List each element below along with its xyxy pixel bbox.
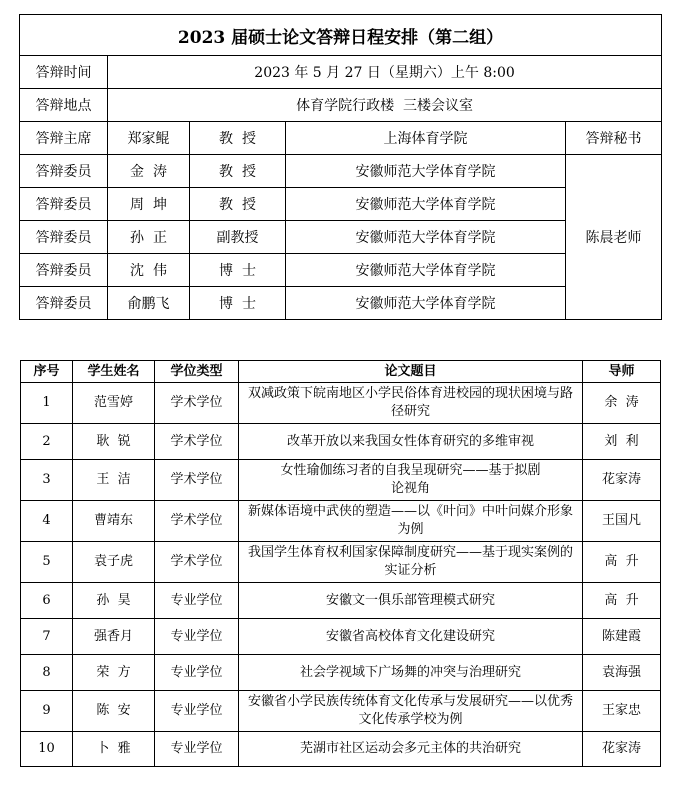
- committee-unit: 上海体育学院: [286, 122, 566, 155]
- thesis-title: 我国学生体育权利国家保障制度研究——基于现实案例的实证分析: [247, 545, 573, 578]
- thesis-title: 双减政策下皖南地区小学民俗体育进校园的现状困境与路径研究: [247, 386, 573, 419]
- row-degree: 学术学位: [155, 501, 239, 542]
- thesis-title: 新媒体语境中武侠的塑造——以《叶问》中叶问媒介形象为例: [247, 504, 573, 537]
- header-advisor: 导师: [583, 361, 661, 383]
- committee-name: 郑家鲲: [108, 122, 190, 155]
- place-label: 答辩地点: [20, 89, 108, 122]
- row-advisor: 高 升: [583, 542, 661, 583]
- row-thesis: [239, 424, 583, 460]
- row-name: 荣 方: [73, 655, 155, 691]
- committee-title: 教 授: [190, 188, 286, 221]
- committee-unit: 安徽师范大学体育学院: [286, 188, 566, 221]
- secretary-label: 答辩秘书: [566, 122, 662, 155]
- committee-role: 答辩委员: [20, 155, 108, 188]
- table-row: [21, 542, 661, 583]
- time-value: 2023 年 5 月 27 日（星期六）上午 8:00: [108, 56, 662, 89]
- committee-unit: 安徽师范大学体育学院: [286, 287, 566, 320]
- row-no: 2: [21, 424, 73, 460]
- row-advisor: 袁海强: [583, 655, 661, 691]
- row-degree: 学术学位: [155, 460, 239, 501]
- schedule-title: 2023 届硕士论文答辩日程安排（第二组）: [20, 15, 662, 56]
- row-no: 1: [21, 383, 73, 424]
- committee-name: 沈 伟: [108, 254, 190, 287]
- row-thesis: [239, 655, 583, 691]
- row-degree: 学术学位: [155, 542, 239, 583]
- committee-name: 周 坤: [108, 188, 190, 221]
- row-name: 强香月: [73, 619, 155, 655]
- committee-unit: 安徽师范大学体育学院: [286, 254, 566, 287]
- row-no: 4: [21, 501, 73, 542]
- committee-role: 答辩委员: [20, 188, 108, 221]
- thesis-title: 社会学视域下广场舞的冲突与治理研究: [299, 664, 521, 680]
- committee-role: 答辩委员: [20, 287, 108, 320]
- thesis-title: 改革开放以来我国女性体育研究的多维审视: [286, 433, 534, 449]
- row-thesis: [239, 732, 583, 767]
- committee-name: 孙 正: [108, 221, 190, 254]
- row-advisor: 花家涛: [583, 732, 661, 767]
- row-degree: 专业学位: [155, 619, 239, 655]
- students-table: [20, 360, 661, 767]
- thesis-title: 芜湖市社区运动会多元主体的共治研究: [299, 741, 521, 756]
- row-degree: 专业学位: [155, 732, 239, 767]
- committee-name: 俞鹏飞: [108, 287, 190, 320]
- committee-role: 答辩委员: [20, 254, 108, 287]
- row-no: 3: [21, 460, 73, 501]
- table-row: [21, 583, 661, 619]
- row-degree: 专业学位: [155, 691, 239, 732]
- row-degree: 专业学位: [155, 655, 239, 691]
- row-advisor: 余 涛: [583, 383, 661, 424]
- place-value: 体育学院行政楼 三楼会议室: [108, 89, 662, 122]
- committee-unit: 安徽师范大学体育学院: [286, 155, 566, 188]
- row-no: 10: [21, 732, 73, 767]
- row-no: 7: [21, 619, 73, 655]
- row-name: 陈 安: [73, 691, 155, 732]
- row-degree: 专业学位: [155, 583, 239, 619]
- table-row: [21, 383, 661, 424]
- header-no: 序号: [21, 361, 73, 383]
- row-name: 孙 昊: [73, 583, 155, 619]
- row-name: 曹靖东: [73, 501, 155, 542]
- row-thesis: [239, 542, 583, 583]
- row-name: 王 洁: [73, 460, 155, 501]
- row-no: 5: [21, 542, 73, 583]
- committee-unit: 安徽师范大学体育学院: [286, 221, 566, 254]
- committee-role: 答辩主席: [20, 122, 108, 155]
- table-header-row: [21, 361, 661, 383]
- table-row: [21, 501, 661, 542]
- row-thesis: [239, 619, 583, 655]
- committee-title: 博 士: [190, 254, 286, 287]
- row-thesis: [239, 383, 583, 424]
- row-advisor: 王国凡: [583, 501, 661, 542]
- table-row: [21, 691, 661, 732]
- row-degree: 学术学位: [155, 424, 239, 460]
- header-name: 学生姓名: [73, 361, 155, 383]
- row-advisor: 王家忠: [583, 691, 661, 732]
- committee-table: [19, 14, 662, 320]
- table-row: [21, 655, 661, 691]
- thesis-title: 女性瑜伽练习者的自我呈现研究——基于拟剧论视角: [280, 463, 541, 496]
- row-no: 9: [21, 691, 73, 732]
- row-advisor: 刘 利: [583, 424, 661, 460]
- row-name: 袁子虎: [73, 542, 155, 583]
- header-thesis: 论文题目: [239, 361, 583, 383]
- row-advisor: 花家涛: [583, 460, 661, 501]
- table-row: [21, 619, 661, 655]
- thesis-title: 安徽文一俱乐部管理模式研究: [325, 592, 495, 608]
- table-row: [21, 460, 661, 501]
- committee-title: 博 士: [190, 287, 286, 320]
- row-advisor: 陈建霞: [583, 619, 661, 655]
- row-thesis: [239, 583, 583, 619]
- table-row: [21, 732, 661, 767]
- row-name: 卜 雅: [73, 732, 155, 767]
- header-degree: 学位类型: [155, 361, 239, 383]
- committee-title: 教 授: [190, 155, 286, 188]
- row-advisor: 高 升: [583, 583, 661, 619]
- thesis-title: 安徽省高校体育文化建设研究: [325, 628, 495, 644]
- row-name: 范雪婷: [73, 383, 155, 424]
- committee-role: 答辩委员: [20, 221, 108, 254]
- table-row: [21, 424, 661, 460]
- committee-name: 金 涛: [108, 155, 190, 188]
- committee-title: 副教授: [190, 221, 286, 254]
- committee-title: 教 授: [190, 122, 286, 155]
- row-no: 6: [21, 583, 73, 619]
- row-no: 8: [21, 655, 73, 691]
- row-degree: 学术学位: [155, 383, 239, 424]
- thesis-title: 安徽省小学民族传统体育文化传承与发展研究——以优秀文化传承学校为例: [247, 694, 573, 727]
- row-thesis: [239, 460, 583, 501]
- row-name: 耿 锐: [73, 424, 155, 460]
- secretary-name: 陈晨老师: [566, 155, 662, 320]
- row-thesis: [239, 691, 583, 732]
- row-thesis: [239, 501, 583, 542]
- time-label: 答辩时间: [20, 56, 108, 89]
